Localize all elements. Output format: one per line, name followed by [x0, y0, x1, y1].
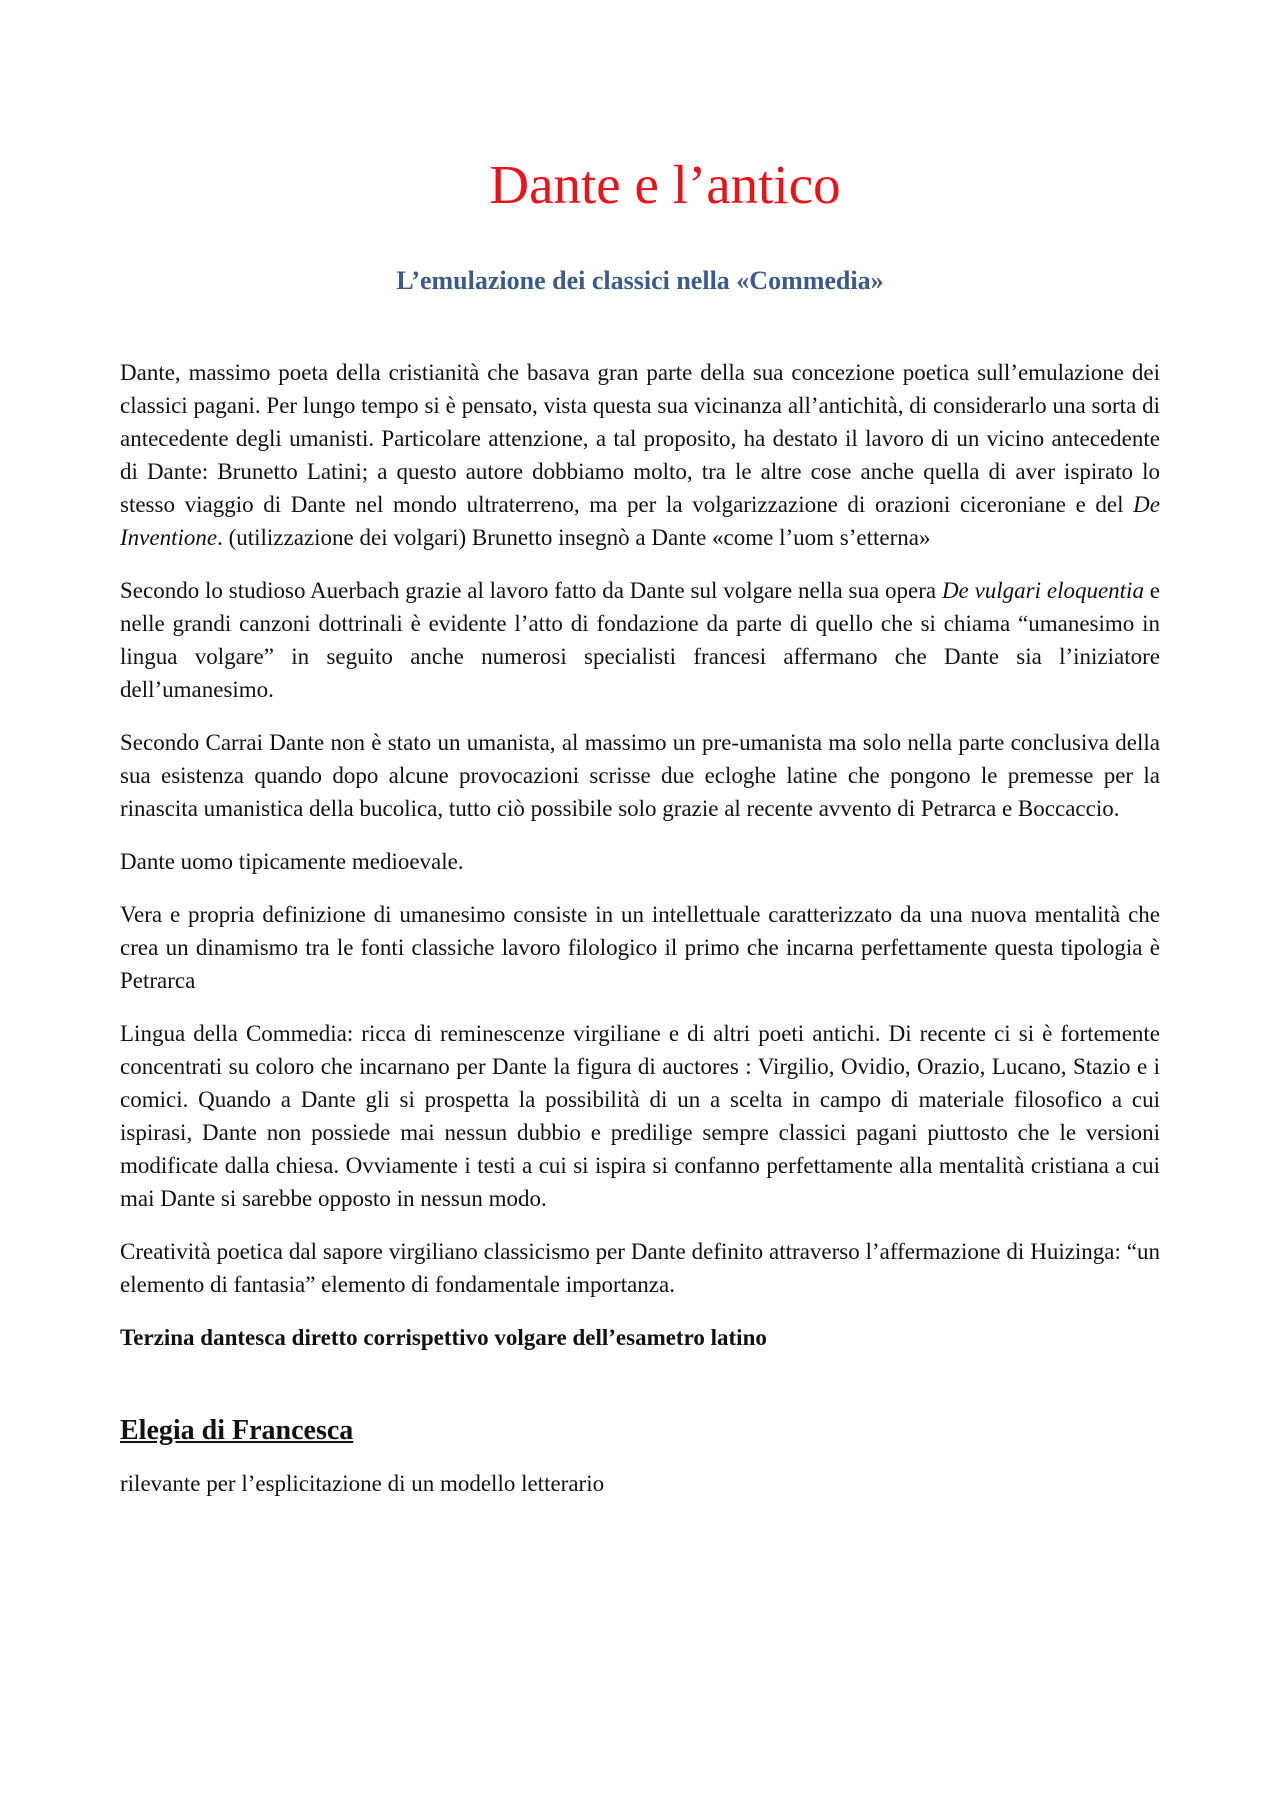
- paragraph-4: Dante uomo tipicamente medioevale.: [120, 849, 464, 874]
- paragraph-1-italic: De Inventione: [120, 492, 1160, 550]
- paragraph-3: Secondo Carrai Dante non è stato un umanista, al massimo un pre-umanista ma solo nella parte conclusiva della sua esistenza quando dopo alcune provocazioni scrisse due ecloghe latine che pongono le premesse per la rinascita umanistica della bucolica, tutto ciò possibile solo grazie al recente avvento di Petrarca e Boccaccio.: [120, 730, 1160, 821]
- paragraph-1-text-b: . (utilizzazione dei volgari) Brunetto insegnò a Dante «come l’uom s’etterna»: [217, 525, 931, 550]
- paragraph-1: [120, 356, 1160, 554]
- paragraph-9: rilevante per l’esplicitazione di un modello letterario: [120, 1471, 605, 1496]
- paragraph-2-italic: De vulgari eloquentia: [941, 578, 1144, 603]
- document-body: [120, 356, 1160, 1520]
- document-subtitle: L’emulazione dei classici nella «Commedia»: [396, 266, 884, 295]
- paragraph-2: [120, 574, 1160, 706]
- paragraph-1-text-a: Dante, massimo poeta della cristianità che basava gran parte della sua concezione poetica sull’emulazione dei classici pagani. Per lungo tempo si è pensato, vista questa sua vicinanza all’antichità, di considerarlo una sorta di antecedente degli umanisti. Particolare attenzione, a tal proposito, ha destato il lavoro di un vicino antecedente di Dante: Brunetto Latini; a questo autore dobbiamo molto, tra le altre cose anche quella di aver ispirato lo stesso viaggio di Dante nel mondo ultraterreno, ma per la volgarizzazione di orazioni ciceroniane e del: [120, 360, 1160, 517]
- document-title: Dante e l’antico: [489, 154, 841, 215]
- paragraph-5: Vera e propria definizione di umanesimo consiste in un intellettuale caratterizzato da una nuova mentalità che crea un dinamismo tra le fonti classiche lavoro filologico il primo che incarna perfettamente questa tipologia è Petrarca: [120, 902, 1160, 993]
- paragraph-7: Creatività poetica dal sapore virgiliano classicismo per Dante definito attraverso l’affermazione di Huizinga: “un elemento di fantasia” elemento di fondamentale importanza.: [120, 1239, 1160, 1297]
- section-heading: Elegia di Francesca: [120, 1415, 354, 1446]
- paragraph-6: Lingua della Commedia: ricca di reminescenze virgiliane e di altri poeti antichi. Di recente ci si è fortemente concentrati su coloro che incarnano per Dante la figura di auctores : Virgilio, Ovidio, Orazio, Lucano, Stazio e i comici. Quando a Dante gli si prospetta la possibilità di un a scelta in campo di materiale filosofico a cui ispirasi, Dante non possiede mai nessun dubbio e predilige sempre classici pagani piuttosto che le versioni modificate dalla chiesa. Ovviamente i testi a cui si ispira si confanno perfettamente alla mentalità cristiana a cui mai Dante si sarebbe opposto in nessun modo.: [120, 1021, 1160, 1211]
- paragraph-2-text-b: e nelle grandi canzoni dottrinali è evidente l’atto di fondazione da parte di quello che si chiama “umanesimo in lingua volgare” in seguito anche numerosi specialisti francesi affermano che Dante sia l’iniziatore dell’umanesimo.: [120, 578, 1160, 702]
- paragraph-2-text-a: Secondo lo studioso Auerbach grazie al lavoro fatto da Dante sul volgare nella sua opera: [120, 578, 942, 603]
- paragraph-8: Terzina dantesca diretto corrispettivo volgare dell’esametro latino: [120, 1325, 767, 1350]
